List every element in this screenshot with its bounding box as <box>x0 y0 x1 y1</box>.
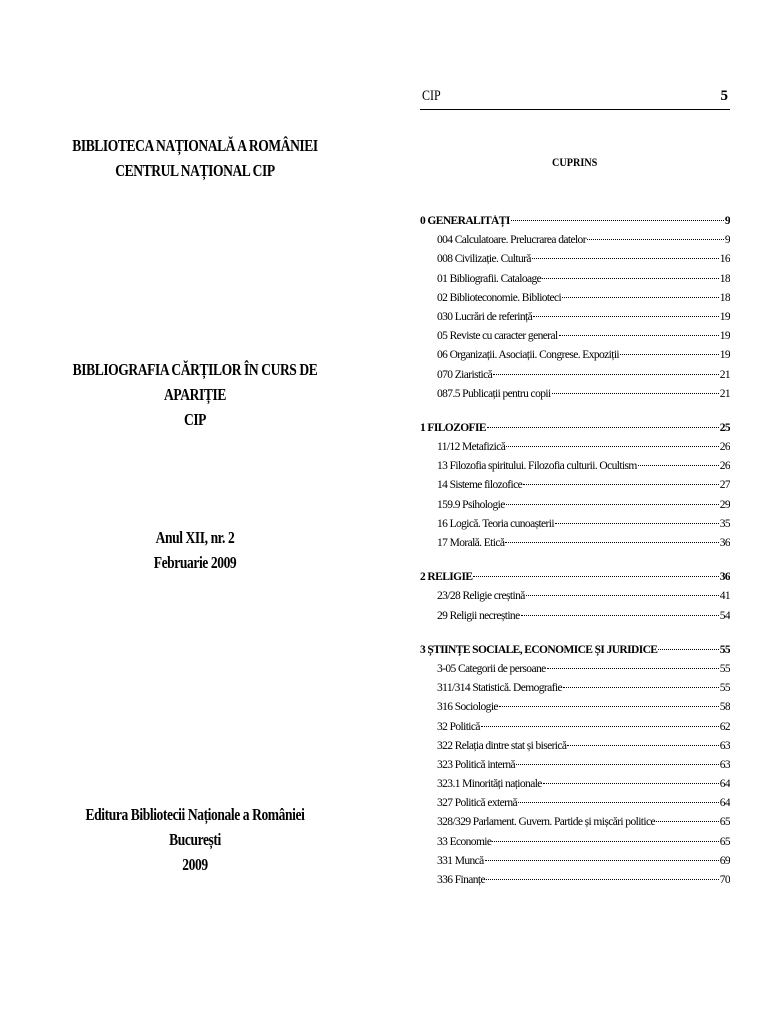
toc-entry-page: 36 <box>719 537 730 549</box>
toc-entry[interactable] <box>420 273 730 292</box>
dot-leader <box>562 297 719 298</box>
toc-entry[interactable] <box>420 499 730 518</box>
dot-leader <box>493 374 719 375</box>
dot-leader <box>518 802 719 803</box>
toc-entry-label: 0 GENERALITĂȚI <box>420 215 510 227</box>
toc-entry-page: 9 <box>724 215 730 227</box>
toc-entry[interactable] <box>420 460 730 479</box>
toc-section <box>420 644 730 893</box>
toc-title: CUPRINS <box>552 155 598 169</box>
toc-entry[interactable] <box>420 797 730 816</box>
dot-leader <box>523 484 719 485</box>
toc-entry-label: 316 Sociologie <box>437 701 498 714</box>
library-name <box>68 133 322 183</box>
toc-entry[interactable] <box>420 874 730 893</box>
title-line: CIP <box>183 410 207 429</box>
toc-entry-label: 11/12 Metafizică <box>437 441 506 454</box>
dot-leader <box>505 542 718 543</box>
toc-entry-page: 63 <box>719 739 730 752</box>
dot-leader <box>499 706 719 707</box>
toc-entry-label: 05 Reviste cu caracter general <box>437 330 558 343</box>
bibliography-title <box>68 357 322 432</box>
toc-entry-page: 55 <box>719 682 730 695</box>
toc-entry[interactable] <box>420 740 730 759</box>
dot-leader <box>559 335 719 336</box>
toc-entry[interactable] <box>420 610 730 629</box>
toc-section <box>420 215 730 407</box>
toc-entry-page: 65 <box>719 816 730 829</box>
toc-entry-page: 62 <box>719 720 730 733</box>
toc-entry-page: 36 <box>719 571 730 584</box>
dot-leader <box>542 278 719 279</box>
toc-entry-label: 29 Religii necreștine <box>437 609 520 622</box>
toc-section-heading[interactable] <box>420 215 730 234</box>
dot-leader <box>620 354 719 355</box>
toc-entry-label: 030 Lucrări de referință <box>437 310 533 323</box>
toc-entry-page: 55 <box>719 662 730 675</box>
toc-section-heading[interactable] <box>420 644 730 663</box>
toc-entry[interactable] <box>420 388 730 407</box>
toc-entry-page: 19 <box>719 310 730 323</box>
dot-leader <box>492 841 718 842</box>
dot-leader <box>543 783 719 784</box>
toc-entry[interactable] <box>420 330 730 349</box>
toc-entry-page: 70 <box>719 874 730 886</box>
toc-section-heading[interactable] <box>420 422 730 441</box>
toc-entry-page: 21 <box>719 387 730 400</box>
dot-leader <box>473 576 718 577</box>
toc-entry-label: 16 Logică. Teoria cunoașterii <box>437 517 554 530</box>
dot-leader <box>567 745 718 746</box>
toc-entry-page: 64 <box>719 778 730 791</box>
toc-entry-page: 69 <box>719 854 730 867</box>
toc-entry[interactable] <box>420 234 730 253</box>
toc-entry-page: 35 <box>719 517 730 530</box>
publisher-line: București <box>169 830 221 849</box>
dot-leader <box>587 239 724 240</box>
toc-entry[interactable] <box>420 369 730 388</box>
toc-entry[interactable] <box>420 759 730 778</box>
contents-page <box>420 0 730 1024</box>
title-page <box>40 0 350 1024</box>
toc-entry-label: 004 Calculatoare. Prelucrarea datelor <box>437 234 586 247</box>
toc-entry-page: 65 <box>719 835 730 848</box>
toc-entry-page: 55 <box>719 643 730 656</box>
toc-entry-label: 070 Ziaristică <box>437 368 493 381</box>
dot-leader <box>533 316 719 317</box>
toc-entry[interactable] <box>420 311 730 330</box>
toc-entry-label: 336 Finanțe <box>437 874 486 886</box>
dot-leader <box>658 649 718 650</box>
toc-entry-label: 087.5 Publicații pentru copii <box>437 387 551 400</box>
toc-entry-label: 331 Muncă <box>437 854 484 867</box>
running-header <box>420 87 730 110</box>
toc-entry-label: 008 Civilizație. Cultură <box>437 253 531 266</box>
library-line: CENTRUL NAȚIONAL CIP <box>115 161 275 180</box>
toc-entry[interactable] <box>420 441 730 460</box>
toc-entry-page: 41 <box>719 590 730 603</box>
dot-leader <box>552 393 719 394</box>
dot-leader <box>656 821 719 822</box>
dot-leader <box>516 764 719 765</box>
issue-line: Februarie 2009 <box>153 553 237 572</box>
toc-entry-page: 29 <box>719 498 730 511</box>
publisher-info <box>68 802 322 877</box>
dot-leader <box>526 595 719 596</box>
toc-entry[interactable] <box>420 349 730 368</box>
toc-entry-page: 16 <box>719 253 730 266</box>
toc-entry-label: 327 Politică externă <box>437 797 517 810</box>
toc-entry-label: 328/329 Parlament. Guvern. Partide și mișcări politice <box>437 816 655 829</box>
table-of-contents <box>420 215 730 908</box>
toc-entry-label: 01 Bibliografii. Cataloage <box>437 272 542 285</box>
dot-leader <box>511 220 724 221</box>
title-line: BIBLIOGRAFIA CĂRȚILOR ÎN CURS DE <box>72 360 318 379</box>
toc-entry[interactable] <box>420 682 730 701</box>
toc-entry-label: 02 Biblioteconomie. Biblioteci <box>437 291 562 304</box>
dot-leader <box>487 427 719 428</box>
toc-entry[interactable] <box>420 855 730 874</box>
toc-entry-label: 3-05 Categorii de persoane <box>437 662 546 675</box>
toc-entry-label: 2 RELIGIE <box>420 571 473 584</box>
toc-entry-label: 1 FILOZOFIE <box>420 421 486 434</box>
toc-entry-page: 25 <box>719 421 730 434</box>
toc-section <box>420 571 730 629</box>
toc-entry-page: 18 <box>719 291 730 304</box>
toc-entry-page: 19 <box>719 330 730 343</box>
toc-entry[interactable] <box>420 292 730 311</box>
toc-entry[interactable] <box>420 836 730 855</box>
toc-entry[interactable] <box>420 253 730 272</box>
toc-section <box>420 422 730 556</box>
dot-leader <box>532 258 719 259</box>
dot-leader <box>481 726 719 727</box>
toc-entry-label: 06 Organizații. Asociații. Congrese. Expoziții <box>437 349 620 362</box>
dot-leader <box>555 523 719 524</box>
toc-entry-label: 3 ȘTIINȚE SOCIALE, ECONOMICE ȘI JURIDICE <box>420 643 658 656</box>
toc-entry-label: 322 Relația dintre stat și biserică <box>437 739 567 752</box>
toc-entry-label: 17 Morală. Etică <box>437 537 505 549</box>
toc-entry-page: 18 <box>719 272 730 285</box>
title-line: APARIȚIE <box>164 385 226 404</box>
toc-entry-page: 54 <box>719 609 730 622</box>
toc-entry[interactable] <box>420 816 730 835</box>
library-line: BIBLIOTECA NAȚIONALĂ A ROMÂNIEI <box>72 136 318 155</box>
page-number: 5 <box>720 88 728 104</box>
toc-entry-label: 13 Filozofia spiritului. Filozofia culturii. Ocultism <box>437 460 637 473</box>
dot-leader <box>506 446 718 447</box>
toc-entry[interactable] <box>420 721 730 740</box>
toc-entry[interactable] <box>420 537 730 556</box>
dot-leader <box>638 465 719 466</box>
publisher-line: 2009 <box>182 855 208 874</box>
toc-entry-label: 323.1 Minorități naționale <box>437 778 542 791</box>
toc-entry[interactable] <box>420 778 730 797</box>
toc-entry[interactable] <box>420 590 730 609</box>
toc-entry-page: 58 <box>719 701 730 714</box>
toc-entry-label: 33 Economie <box>437 835 492 848</box>
toc-entry-label: 311/314 Statistică. Demografie <box>437 682 562 695</box>
toc-entry-page: 9 <box>724 234 730 247</box>
toc-entry-page: 26 <box>719 441 730 454</box>
dot-leader <box>563 687 719 688</box>
toc-entry-page: 63 <box>719 758 730 771</box>
toc-entry[interactable] <box>420 479 730 498</box>
dot-leader <box>485 860 719 861</box>
toc-entry-label: 32 Politică <box>437 720 480 733</box>
toc-entry-label: 159.9 Psihologie <box>437 498 505 511</box>
toc-entry-label: 23/28 Religie creștină <box>437 590 525 603</box>
issue-info <box>68 525 322 575</box>
dot-leader <box>506 504 719 505</box>
publisher-line: Editura Bibliotecii Naționale a României <box>85 805 305 824</box>
toc-entry-page: 21 <box>719 368 730 381</box>
toc-section-heading[interactable] <box>420 571 730 590</box>
toc-entry-page: 19 <box>719 349 730 362</box>
toc-entry-page: 26 <box>719 460 730 473</box>
running-header-title: CIP <box>422 88 441 104</box>
toc-entry[interactable] <box>420 663 730 682</box>
issue-line: Anul XII, nr. 2 <box>155 528 235 547</box>
toc-entry[interactable] <box>420 701 730 720</box>
dot-leader <box>547 668 719 669</box>
toc-entry-page: 64 <box>719 797 730 810</box>
toc-entry-label: 14 Sisteme filozofice <box>437 479 523 492</box>
toc-entry-page: 27 <box>719 479 730 492</box>
toc-entry-label: 323 Politică internă <box>437 758 516 771</box>
toc-entry[interactable] <box>420 518 730 537</box>
dot-leader <box>486 879 719 880</box>
dot-leader <box>521 615 719 616</box>
